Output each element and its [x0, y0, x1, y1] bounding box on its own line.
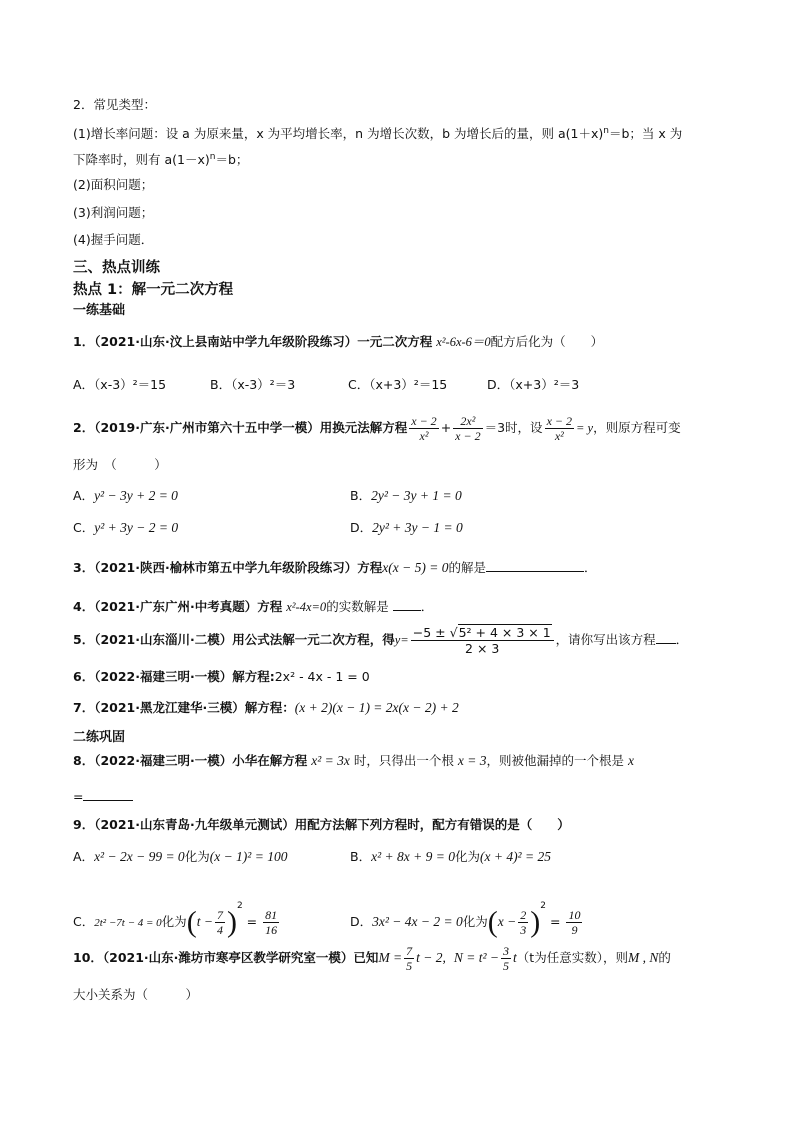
type-1-exp-2: n — [209, 152, 216, 162]
type-1-text-c2: ＝b； — [215, 152, 249, 168]
q8-x: x — [627, 753, 634, 768]
q2-fraction-2 — [453, 414, 482, 443]
type-2: (2)面积问题； — [73, 177, 154, 192]
q9-d-var: x − — [497, 914, 517, 929]
q9-d-mid: 化为 — [462, 914, 488, 929]
q9-c-rn: 81 — [265, 908, 278, 922]
q10-n-tail: t — [513, 950, 517, 965]
q10-m-tail: t − 2, — [416, 950, 446, 965]
q9-d-eq1: 3x² − 4x − 2 = 0 — [372, 914, 463, 929]
q9-c-fd: 4 — [216, 923, 223, 937]
q5-end: ． — [675, 632, 689, 647]
type-3: (3)利润问题； — [73, 205, 154, 220]
q9-c-eq1: 2t² −7t − 4 = 0 — [94, 917, 162, 929]
q2-f2-num: 2x² — [460, 414, 476, 428]
q9-d-fn: 2 — [520, 908, 527, 922]
q5-radicand: 5² + 4 × 3 × 1 — [458, 625, 551, 640]
level-1-title: 一练基础 — [73, 303, 126, 318]
q10-line-2: 大小关系为（ ） — [73, 987, 199, 1002]
type-1-text-b: ＝b；当 x 为 — [608, 126, 683, 142]
q9-b-eq2: (x + 4)² = 25 — [479, 849, 551, 864]
q10-m: M = — [378, 950, 403, 965]
q9-option-a — [73, 848, 287, 866]
q1-option-b: B．（x-3）²＝3 — [210, 377, 296, 392]
q9-option-d: D．3x² − 4x − 2 = 0化为(x − $\frac{2}{3}$ )$^2$ = $\frac{10}{9}$ — [350, 901, 581, 939]
q5-numerator: −5 ± √5² + 4 × 3 × 1 — [412, 625, 551, 640]
q8-root: x = 3 — [457, 753, 487, 768]
q10-m-fd: 5 — [406, 959, 413, 973]
q2-tail: ，则原方程可变 — [593, 420, 681, 435]
question-3 — [73, 557, 596, 577]
q2-fraction-1 — [409, 414, 438, 443]
q3-answer-blank[interactable] — [486, 557, 584, 572]
q8-tail: ，则被他漏掉的一个根是 — [486, 753, 624, 768]
q3-tail: 的解是 — [448, 560, 486, 575]
q9-source: 9．（2021·山东青岛·九年级单元测试）用配方法解下列方程时，配方有错误的是（ ） — [73, 817, 570, 832]
q9-c-equals: = — [246, 914, 258, 929]
q1-option-a: A．（x-3）²＝15 — [73, 377, 167, 392]
q3-end: ． — [583, 560, 597, 575]
q2-option-d — [350, 519, 463, 537]
q1-tail: 配方后化为（ ） — [490, 334, 604, 349]
question-7 — [73, 699, 459, 717]
q2-f1-den: x² — [409, 428, 438, 443]
q5-fraction — [411, 625, 554, 656]
q2-option-c — [73, 519, 178, 537]
q2-source: 2．（2019·广东·广州市第六十五中学一模）用换元法解方程 — [73, 420, 408, 435]
q9-a-eq2: (x − 1)² = 100 — [209, 849, 288, 864]
q2-a-label: A． — [73, 488, 95, 503]
q9-c-label: C． — [73, 914, 95, 929]
q2-option-b — [350, 487, 462, 505]
q9-a-eq1: x² − 2x − 99 = 0 — [94, 849, 185, 864]
q2-d-label: D． — [350, 520, 373, 535]
level-2-title: 二练巩固 — [73, 730, 126, 745]
q2-f1-num: x − 2 — [411, 414, 437, 428]
q6-equation: 2x² - 4x - 1 = 0 — [274, 669, 370, 684]
q2-a-eq: y² − 3y + 2 = 0 — [94, 488, 178, 503]
question-8 — [73, 752, 634, 770]
type-1-line-2 — [73, 148, 248, 169]
types-title: 2．常见类型： — [73, 97, 156, 112]
q10-mn: M , N — [627, 950, 659, 965]
q2-eq-tail: ＝3时，设 — [484, 420, 543, 435]
q10-n: N = t² − — [453, 950, 500, 965]
q8-equals: = — [73, 789, 84, 804]
q2-b-eq: 2y² − 3y + 1 = 0 — [371, 488, 462, 503]
q4-equation: x²-4x=0 — [286, 600, 327, 614]
q1-option-c: C．（x+3）²＝15 — [348, 377, 448, 392]
q9-c-fraction — [215, 908, 225, 937]
q9-c-fn: 7 — [216, 908, 223, 922]
question-2: 2．（2019·广东·广州市第六十五中学一模）用换元法解方程 $\frac{x - 2}{\text{x²}}$ + $\frac{\text{2x²}}{x - 2}$ ＝3时，设 $\frac{x - 2}{\text{x²}}$ = y，则原方程可变 — [73, 414, 681, 443]
q9-d-label: D． — [350, 914, 373, 929]
q10-paren: （t为任意实数），则 — [516, 950, 628, 965]
q5-denominator: 2 × 3 — [411, 640, 554, 656]
q9-d-result — [566, 908, 582, 937]
q6-source: 6．（2022·福建三明·一模）解方程: — [73, 669, 275, 684]
q2-fraction-3 — [545, 414, 574, 443]
q7-equation: (x + 2)(x − 1) = 2x(x − 2) + 2 — [294, 700, 459, 715]
q2-f3-num: x − 2 — [546, 414, 572, 428]
q9-option-b — [350, 848, 551, 866]
q1-source: 1．（2021·山东·汶上县南站中学九年级阶段练习）一元二次方程 — [73, 334, 433, 349]
q9-c-rd: 16 — [265, 923, 278, 937]
q2-option-a — [73, 487, 178, 505]
hotspot-title: 热点 1：解一元二次方程 — [73, 282, 234, 298]
q9-b-mid: 化为 — [454, 849, 480, 864]
question-10 — [73, 940, 671, 976]
type-1-text-c: 下降率时，则有 a(1－x) — [73, 152, 210, 168]
q9-d-rd: 9 — [566, 922, 582, 937]
q9-d-equals: = — [549, 914, 561, 929]
q10-m-fraction — [404, 944, 414, 973]
q7-source: 7．（2021·黑龙江建华·三模）解方程： — [73, 700, 295, 715]
q2-f3-den: x² — [545, 428, 574, 443]
q5-tail: ，请你写出该方程 — [555, 632, 656, 647]
q10-n-fn: 3 — [503, 944, 510, 958]
q2-d-eq: 2y² + 3y − 1 = 0 — [372, 520, 463, 535]
type-1-text-a: (1)增长率问题：设 a 为原来量，x 为平均增长率，n 为增长次数，b 为增长后的量，则 a(1＋x) — [73, 126, 604, 142]
q2-b-label: B． — [350, 488, 372, 503]
q9-d-square: 2 — [540, 901, 546, 911]
q9-c-result — [263, 908, 279, 937]
q9-c-square: 2 — [236, 901, 243, 911]
q5-y: y= — [394, 633, 409, 647]
q8-equation: x² = 3x — [311, 753, 350, 768]
q9-option-c: C．2t² −7t − 4 = 0化为(t − $\frac{7}{4}$ )$^2$ = $\frac{81}{16}$ — [73, 901, 278, 939]
type-4: (4)握手问题． — [73, 232, 154, 247]
q9-c-var: t − — [196, 914, 213, 929]
q8-answer-blank[interactable] — [83, 786, 133, 801]
q9-b-eq1: x² + 8x + 9 = 0 — [371, 849, 455, 864]
q9-c-mid: 化为 — [161, 914, 187, 929]
q4-tail: 的实数解是 — [326, 599, 389, 614]
q2-f2-den: x − 2 — [455, 429, 481, 443]
q3-source: 3．（2021·陕西·榆林市第五中学九年级阶段练习）方程 — [73, 560, 383, 575]
section-title: 三、热点训练 — [73, 260, 160, 276]
question-1 — [73, 333, 603, 351]
q1-equation: x²-6x-6＝0 — [436, 335, 491, 349]
q5-source: 5．（2021·山东淄川·二模）用公式法解一元二次方程，得 — [73, 632, 395, 647]
q10-m-fn: 7 — [406, 944, 413, 958]
q3-equation: x(x − 5) = 0 — [382, 560, 449, 575]
q8-line-2 — [73, 786, 133, 806]
question-9 — [73, 816, 570, 834]
q5-num-a: −5 ± — [412, 625, 446, 640]
q9-d-fd: 3 — [520, 923, 527, 937]
q10-source: 10．（2021·山东·潍坊市寒亭区教学研究室一模）已知 — [73, 950, 379, 965]
q9-a-label: A． — [73, 849, 95, 864]
q2-y: = y — [576, 421, 594, 435]
q2-c-eq: y² + 3y − 2 = 0 — [94, 520, 179, 535]
q1-option-d: D．（x+3）²＝3 — [487, 377, 580, 392]
question-4 — [73, 596, 433, 616]
q2-c-label: C． — [73, 520, 95, 535]
q4-source: 4．（2021·广东广州·中考真题）方程 — [73, 599, 283, 614]
q9-b-label: B． — [350, 849, 372, 864]
q10-n-fraction — [501, 944, 511, 973]
question-5 — [73, 620, 688, 660]
q4-answer-blank[interactable] — [393, 596, 421, 611]
type-1-line — [73, 122, 682, 143]
q5-answer-blank[interactable] — [656, 629, 676, 644]
q8-source: 8．（2022·福建三明·一模）小华在解方程 — [73, 753, 308, 768]
q10-n-fd: 5 — [503, 959, 510, 973]
q9-d-rn: 10 — [568, 908, 581, 922]
q2-line-2: 形为 （ ） — [73, 457, 167, 472]
type-1-exp: n — [603, 126, 609, 136]
q10-end: 的 — [658, 950, 671, 965]
q8-mid: 时，只得出一个根 — [353, 753, 454, 768]
q9-a-mid: 化为 — [184, 849, 210, 864]
q4-end: ． — [420, 599, 434, 614]
question-6 — [73, 668, 370, 686]
q9-d-fraction — [518, 908, 528, 937]
